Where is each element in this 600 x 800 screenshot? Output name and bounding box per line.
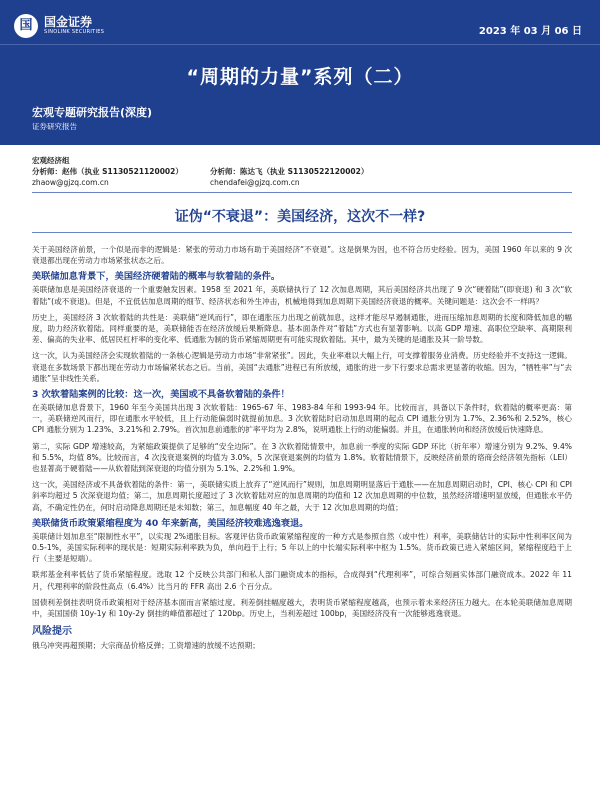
research-group: 宏观经济组 xyxy=(32,156,70,165)
sinolink-logo xyxy=(14,14,104,38)
analyst-email[interactable]: zhaow@gjzq.com.cn xyxy=(32,178,109,187)
analyst-entry xyxy=(210,166,368,188)
section-heading: 美联储货币政策紧缩程度为 40 年来新高，美国经济较难逃逸衰退。 xyxy=(32,517,309,529)
logo-cn: 国金证券 xyxy=(44,15,93,29)
paragraph: 联邦基金利率低估了货币紧缩程度。选取 12 个反映公共部门和私人部门融资成本的指标，合成得到“代理利率”，可综合刻画实体部门融资成本。2022 年 11 月，代理利率的阶段性高点（6.4%）比当月的 FFR 高出 2.6 个百分点。 xyxy=(32,570,572,591)
logo-icon: 国 xyxy=(14,14,38,38)
section-divider xyxy=(32,192,572,193)
section-heading: 3 次软着陆案例的比较：这一次，美国或不具备软着陆的条件！ xyxy=(32,389,290,401)
paragraph: 这一次，认为美国经济会实现软着陆的一条核心逻辑是劳动力市场“非常紧张”。因此，失业率难以大幅上行，可支撑着服务业消费。历史经验并不支持这一逻辑。衰退在多数场景下都出现在劳动力市场偏紧状态之后。当前，美国“去通胀”进程已有所放缓，通胀的进一步下行要求总需求更显著的收缩。因为，“牺牲率”与“去通胀”呈非线性关系。 xyxy=(32,351,572,383)
report-date: 2023 年 03 月 06 日 xyxy=(478,26,582,37)
paragraph: 国债利差倒挂表明货币政策相对于经济基本面而言紧缩过度。利差倒挂幅度越大，表明货币紧缩程度越高，也预示着未来经济压力越大。在本轮美联储加息周期中，美国国债 10y-1y 和 10y-2y 倒挂的峰值都超过了 120bp。历史上，当利差超过 100bp，美国经济没有一次能够逃逸衰退。 xyxy=(32,597,572,619)
series-title: “周期的力量”系列（二） xyxy=(186,66,414,88)
risk-text: 俄乌冲突再超预期；大宗商品价格反弹；工资增速的放缓不达预期； xyxy=(32,641,260,651)
report-type: 证券研究报告 xyxy=(32,122,77,131)
report-name: 宏观专题研究报告(深度) xyxy=(32,106,153,119)
analyst-line: 分析师：陈达飞（执业 S1130522120002） xyxy=(210,167,369,176)
title-divider xyxy=(32,232,572,233)
paragraph: 美联储加息是美国经济衰退的一个重要触发因素。1958 至 2021 年，美联储执行了 12 次加息周期，其后美国经济共出现了 9 次“硬着陆”(即衰退) 和 3 次“软着陆”(或不衰退)。但是，不宜低估加息周期的细节、经济状态和外生冲击，机械地得到加息周期下美国经济衰退的概率。关键问题是：这次会不一样吗？ xyxy=(32,285,572,306)
analyst-entry xyxy=(32,166,183,188)
report-body xyxy=(32,244,572,656)
paragraph: 第二，实际 GDP 增速较高，为紧缩政策提供了足够的“安全边际”。在 3 次软着陆情景中，加息前一季度的实际 GDP 环比（折年率）增速分别为 9.2%、9.4%和 5.5%，均值 8%。比较而言，4 次浅衰退案例的均值为 3.0%，5 次深衰退案例的均值为 1.8%。软着陆情景下，反映经济前景的谘商会经济领先指标（LEI）也显著高于硬着陆——从软着陆到深衰退的均值分别为 5.1%、2.2%和 1.9%。 xyxy=(32,441,572,474)
main-title: 证伪“不衰退”：美国经济，这次不一样? xyxy=(174,209,426,225)
banner-divider xyxy=(0,44,600,45)
report-banner xyxy=(0,0,600,145)
paragraph: 历史上，美国经济 3 次软着陆的共性是：美联储“逆风而行”，即在通胀压力出现之前就加息，这样才能尽早遏制通胀，进而压缩加息周期的长度和降低加息的幅度，助力经济软着陆。同样重要的是，美联储能否在经济放缓后果断降息。基本面条件对“着陆”方式也有显著影响。以高 GDP 增速、高职位空缺率、高期限利差、偏高的失业率、低居民杠杆率的变化率、低通胀为制的货币紧缩周期更有可能实现软着陆。其中，最为关键的是通胀及其一阶导数。 xyxy=(32,312,572,345)
logo-en: SINOLINK SECURITIES xyxy=(44,29,105,35)
intro-paragraph: 关于美国经济前景，一个似是而非的逻辑是：紧张的劳动力市场有助于美国经济“不衰退”。这是倒果为因，也不符合历史经验。因为，美国 1960 年以来的 9 次衰退都出现在劳动力市场紧张状态之后。 xyxy=(32,245,572,266)
paragraph: 美联储计划加息至“限制性水平”，以实现 2%通胀目标。客观评估货币政策紧缩程度的一种方式是参照自然（或中性）利率，美联储估计的实际中性利率区间为 0.5-1%，美国实际利率的现状是：短期实际利率跌为负，单向趋于上行；5 年以上的中长端实际利率中枢为 1.5%。货币政策已进入紧缩区间，紧缩程度趋于上行（主要是短端）。 xyxy=(32,531,572,564)
logo-text xyxy=(44,16,104,36)
section-heading: 美联储加息背景下，美国经济硬着陆的概率与软着陆的条件。 xyxy=(32,271,281,283)
analyst-email[interactable]: chendafei@gjzq.com.cn xyxy=(210,178,300,187)
risk-heading: 风险提示 xyxy=(32,626,72,638)
paragraph: 在美联储加息背景下，1960 年至今美国共出现 3 次软着陆：1965-67 年、1983-84 年和 1993-94 年。比较而言，具备以下条件时，软着陆的概率更高：第一，美联储逆风而行，即在通胀水平较低，且上行动能偏弱时就提前加息。3 次软着陆时启动加息周期的起点 CPI 通胀分别为 1.7%、2.36%和 2.52%，核心 CPI 通胀分别为 1.23%、3.21%和 2.79%。首次加息前通胀的扩率平均为 2.8%，说明通胀上行的动能偏弱。并且，在通胀转向和经济放缓后快速降息。 xyxy=(32,403,572,435)
analyst-line: 分析师：赵伟（执业 S1130521120002） xyxy=(32,167,183,176)
paragraph: 这一次，美国经济或不具备软着陆的条件：第一，美联储实质上放弃了“逆风而行”规则，加息周期明显落后于通胀——在加息周期启动时，CPI、核心 CPI 和 CPI 斜率均超过 5 次深衰退均值；第二，加息周期长度超过了 3 次软着陆对应的加息周期的均值和 12 次加息周期的中位数，虽然经济增速明显放缓，但通胀水平仍高，不确定性仍在，何时启动降息周期还是未知数；第三，加息幅度 40 年之最，大于 12 次加息周期的均值； xyxy=(32,480,572,512)
